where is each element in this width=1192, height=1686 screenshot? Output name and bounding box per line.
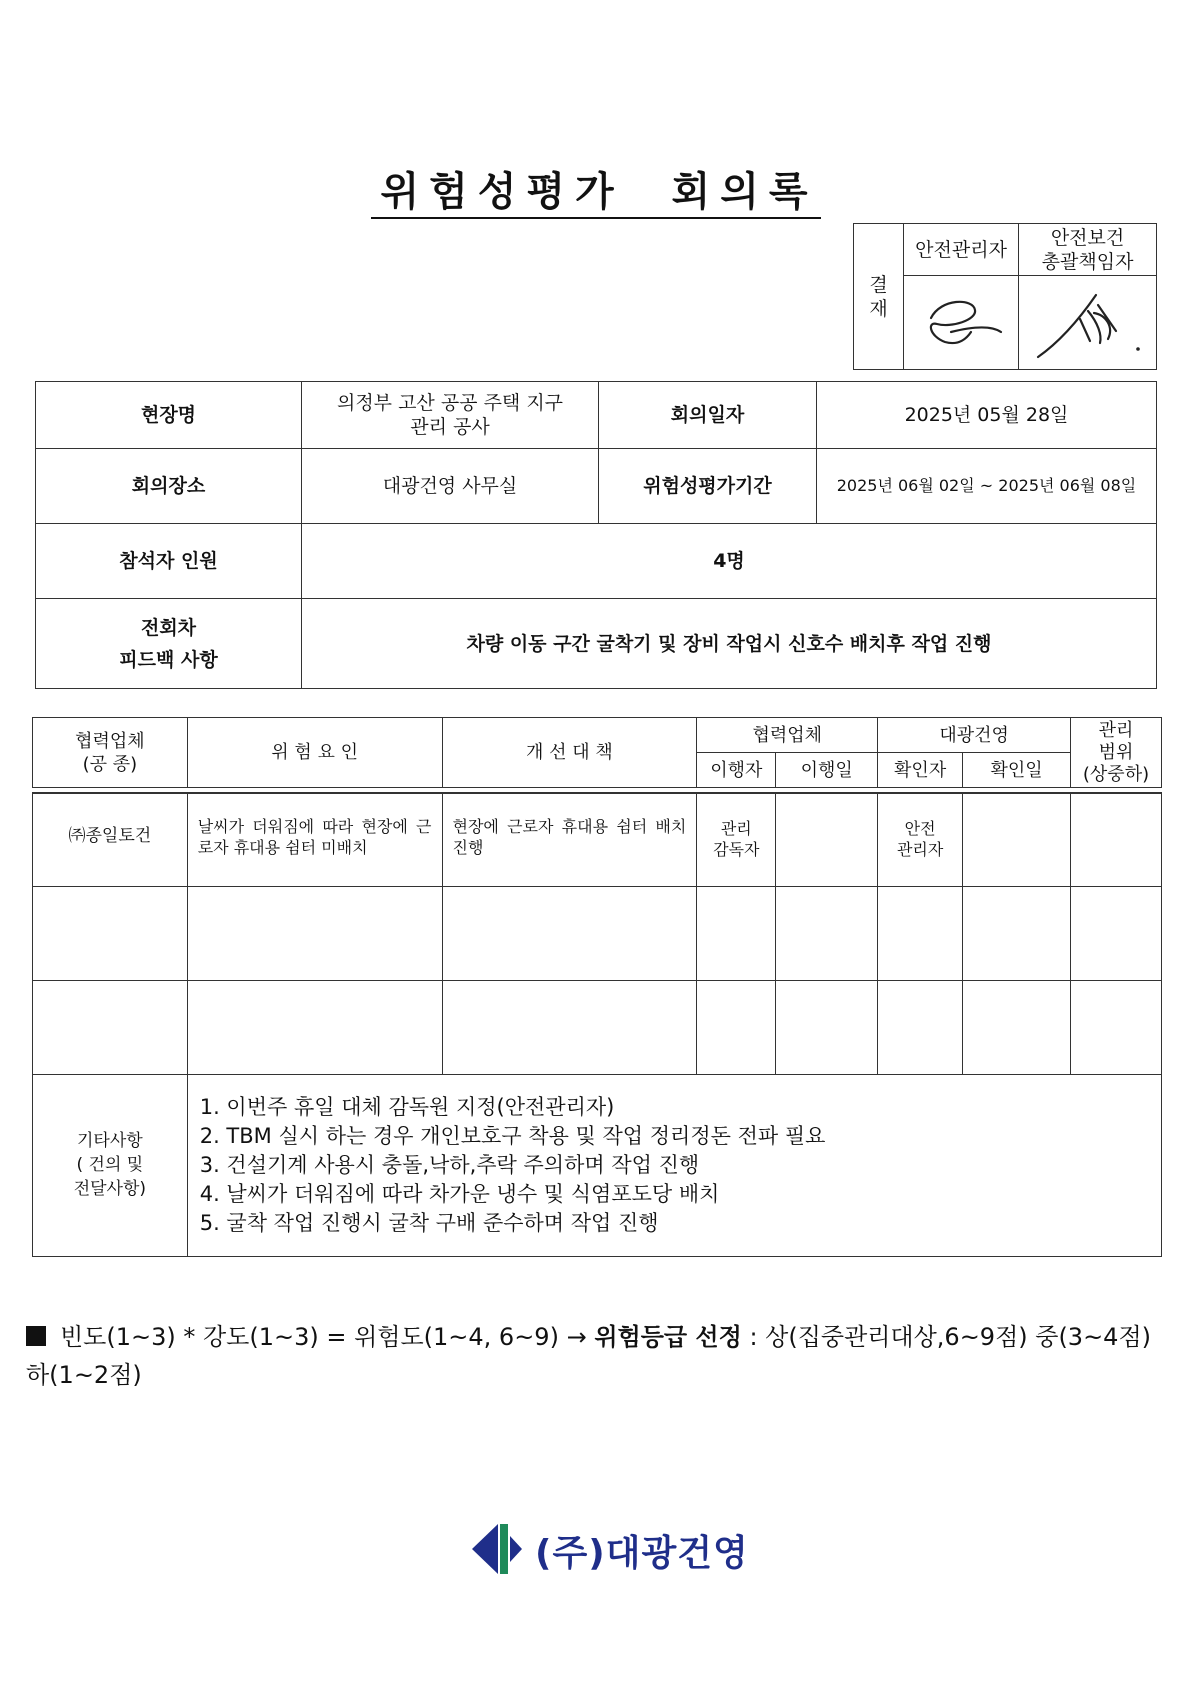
header-partner-date: 이행일: [776, 753, 878, 788]
table-row: [33, 793, 1162, 886]
table-row: [33, 886, 1162, 980]
title-text: 위험성평가 회의록: [371, 169, 822, 219]
note-item: 2. TBM 실시 하는 경우 개인보호구 착용 및 작업 정리정돈 전파 필요: [199, 1123, 826, 1148]
note-item: 3. 건설기계 사용시 충돌,낙하,추락 주의하며 작업 진행: [199, 1152, 700, 1177]
risk-assessment-table: [32, 717, 1162, 1257]
feedback-label: 전회차 피드백 사항: [36, 599, 302, 689]
row-company: [33, 886, 188, 980]
row-improvement: [442, 980, 697, 1074]
row-done-date: [776, 793, 878, 886]
row-range: [1071, 793, 1162, 886]
row-company: [33, 980, 188, 1074]
header-dk-date: 확인일: [963, 753, 1071, 788]
meeting-info-table: [35, 381, 1157, 689]
period-label: 위험성평가기간: [599, 449, 817, 524]
date-label: 회의일자: [599, 382, 817, 449]
header-management-range: 관리 범위 (상중하): [1071, 718, 1162, 788]
row-done-date: [776, 980, 878, 1074]
row-improvement: [442, 886, 697, 980]
header-partner-group: 협력업체: [697, 718, 878, 753]
notes-content: [187, 1074, 1161, 1256]
row-range: [1071, 980, 1162, 1074]
row-risk-factor: 날씨가 더워짐에 따라 현장에 근로자 휴대용 쉼터 미배치: [187, 793, 442, 886]
approval-col-general-manager: 안전보건 총괄책임자: [1019, 224, 1157, 276]
approval-col-safety-manager: 안전관리자: [904, 224, 1019, 276]
site-value: 의정부 고산 공공 주택 지구 관리 공사: [302, 382, 599, 449]
approval-side-label: 결 재: [854, 224, 904, 370]
row-risk-factor: [187, 886, 442, 980]
row-checker: 안전 관리자: [878, 793, 963, 886]
formula-bold: 위험등급 선정: [594, 1323, 742, 1351]
row-company: ㈜종일토건: [33, 793, 188, 886]
signature-safety-manager: [904, 276, 1019, 370]
company-logo-text: (주)대광건영: [535, 1533, 749, 1574]
company-logo-icon: [472, 1522, 528, 1576]
formula-part2: : 상(집중관리대상,6~9점) 중(3~4점) 하(1~2점): [26, 1323, 1151, 1389]
note-item: 1. 이번주 휴일 대체 감독원 지정(안전관리자): [199, 1094, 615, 1119]
notes-label: 기타사항 ( 건의 및 전달사항): [33, 1074, 188, 1256]
date-value: 2025년 05월 28일: [817, 382, 1157, 449]
place-value: 대광건영 사무실: [302, 449, 599, 524]
row-doer: 관리 감독자: [697, 793, 776, 886]
row-doer: [697, 980, 776, 1074]
row-improvement: 현장에 근로자 휴대용 쉼터 배치 진행: [442, 793, 697, 886]
place-label: 회의장소: [36, 449, 302, 524]
page-title: [0, 160, 1192, 217]
header-company: 협력업체 (공 종): [33, 718, 188, 788]
approval-box: [853, 223, 1157, 370]
attendees-value: 4명: [302, 524, 1157, 599]
feedback-value: 차량 이동 구간 굴착기 및 장비 작업시 신호수 배치후 작업 진행: [302, 599, 1157, 689]
header-risk-factor: 위 험 요 인: [187, 718, 442, 788]
risk-formula: [26, 1318, 1166, 1394]
signature-general-manager: [1019, 276, 1157, 370]
period-value: 2025년 06월 02일 ~ 2025년 06월 08일: [817, 449, 1157, 524]
header-improvement: 개 선 대 책: [442, 718, 697, 788]
row-checker: [878, 980, 963, 1074]
attendees-label: 참석자 인원: [36, 524, 302, 599]
row-checker: [878, 886, 963, 980]
note-item: 4. 날씨가 더워짐에 따라 차가운 냉수 및 식염포도당 배치: [199, 1181, 720, 1206]
row-risk-factor: [187, 980, 442, 1074]
site-label: 현장명: [36, 382, 302, 449]
table-row: [33, 980, 1162, 1074]
header-partner-doer: 이행자: [697, 753, 776, 788]
note-item: 5. 굴착 작업 진행시 굴착 구배 준수하며 작업 진행: [199, 1210, 659, 1235]
formula-part1: 빈도(1~3) * 강도(1~3) = 위험도(1~4, 6~9) →: [60, 1323, 587, 1351]
row-done-date: [776, 886, 878, 980]
header-daekwang-group: 대광건영: [878, 718, 1071, 753]
header-dk-checker: 확인자: [878, 753, 963, 788]
row-check-date: [963, 980, 1071, 1074]
row-check-date: [963, 886, 1071, 980]
row-doer: [697, 886, 776, 980]
row-range: [1071, 886, 1162, 980]
row-check-date: [963, 793, 1071, 886]
bullet-square-icon: [26, 1326, 46, 1346]
